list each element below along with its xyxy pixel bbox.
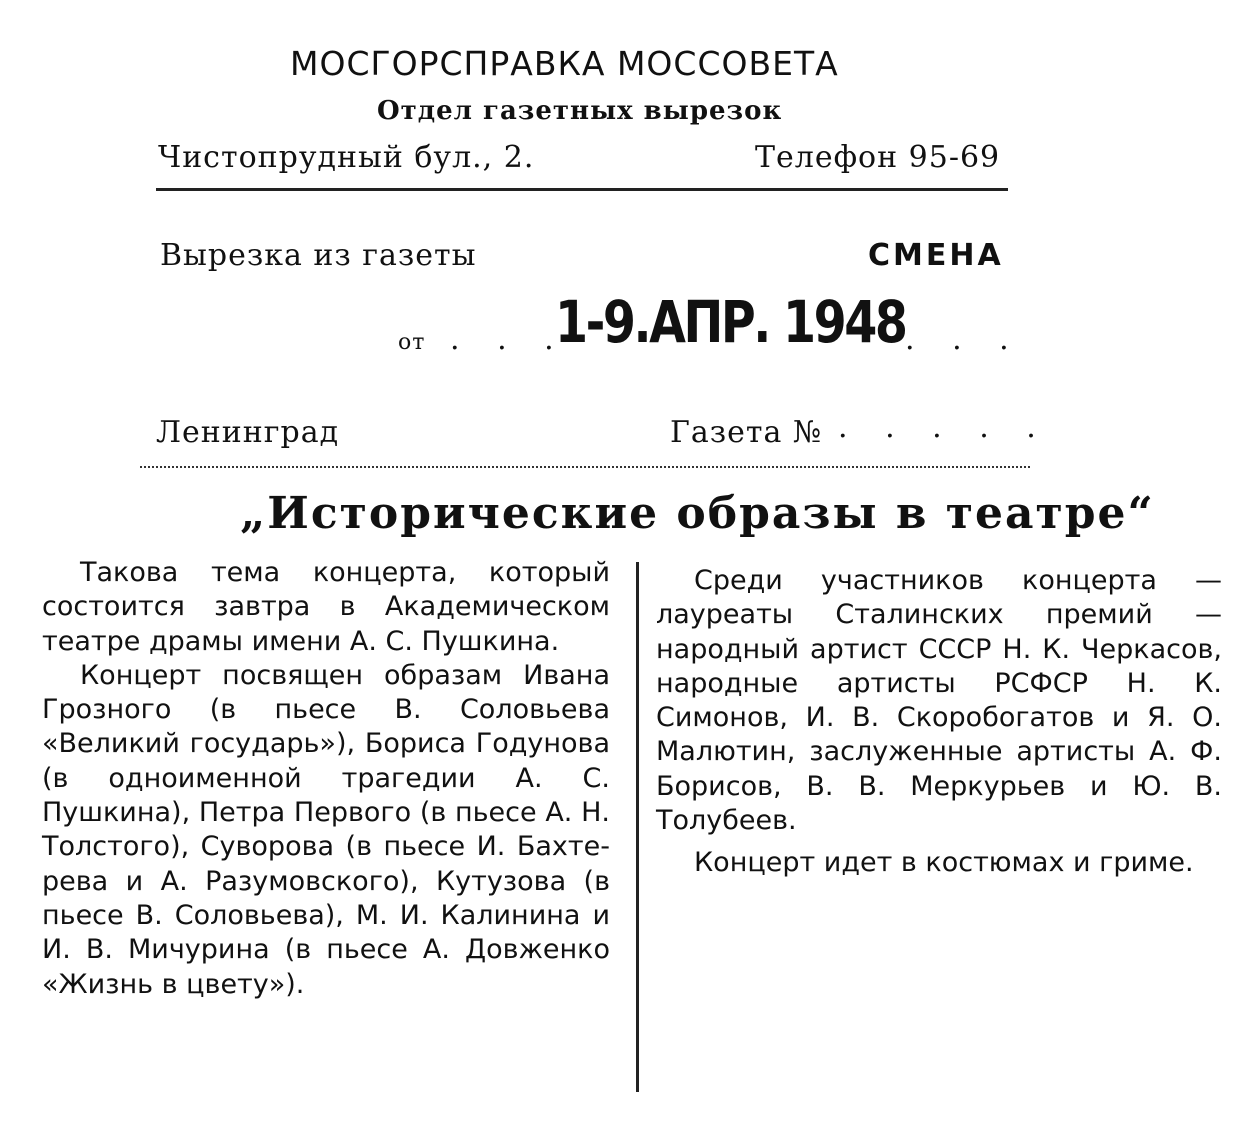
clipping-label: Вырезка из газеты bbox=[160, 238, 477, 273]
issue-number-dots: . . . . . bbox=[838, 410, 1050, 445]
date-from-label: от bbox=[398, 330, 426, 355]
date-stamp: 1-9.АПР. 1948 bbox=[555, 288, 906, 356]
date-trailing-dots: . . . bbox=[905, 322, 1023, 357]
issue-number-label: Газета № bbox=[670, 415, 823, 450]
agency-phone: Телефон 95-69 bbox=[755, 140, 1001, 175]
article-paragraph: Такова тема концерта, который состоится завтра в Академическом театре драмы имени А. С. Пушкина. bbox=[42, 557, 610, 657]
newspaper-name: СМЕНА bbox=[868, 238, 1004, 273]
article-right-column bbox=[656, 564, 1222, 881]
agency-address: Чистопрудный бул., 2. bbox=[158, 140, 535, 175]
clipping-divider bbox=[140, 466, 1030, 468]
agency-name: МОСГОРСПРАВКА МОССОВЕТА bbox=[290, 44, 839, 83]
date-leader-dots: . . . bbox=[450, 322, 568, 357]
article-paragraph: Среди участников концерта — лауреаты Сталинских премий — народный артист СССР Н. К. Черкасов, народные артисты РСФСР Н. К. Симонов, И. В. Скоробогатов и Я. О. Малютин, заслуженные артисты А. Ф. Борисов, В. В. Меркурьев и Ю. В. Толубеев. bbox=[656, 565, 1222, 837]
header-divider bbox=[156, 188, 1008, 191]
department-name: Отдел газетных вырезок bbox=[377, 96, 783, 126]
city-name: Ленинград bbox=[156, 415, 340, 450]
column-divider bbox=[636, 562, 639, 1092]
article-paragraph: Концерт посвящен образам Ивана Грозного (в пьесе В. Соловьева «Великий государь»), Бориса Годунова (в одноименной трагедии А. С. Пушкина), Петра Первого (в пьесе А. Н. Толстого), Суворова (в пьесе И. Бахтерева и А. Разумовского), Кутузова (в пьесе В. Соловьева), М. И. Калинина и И. В. Мичурина (в пьесе А. Довженко «Жизнь в цвету»). bbox=[42, 659, 610, 1000]
article-left-column bbox=[42, 556, 610, 1002]
article-title: „Исторические образы в театре“ bbox=[240, 488, 1155, 539]
article-paragraph: Концерт идет в костюмах и гриме. bbox=[694, 847, 1194, 879]
